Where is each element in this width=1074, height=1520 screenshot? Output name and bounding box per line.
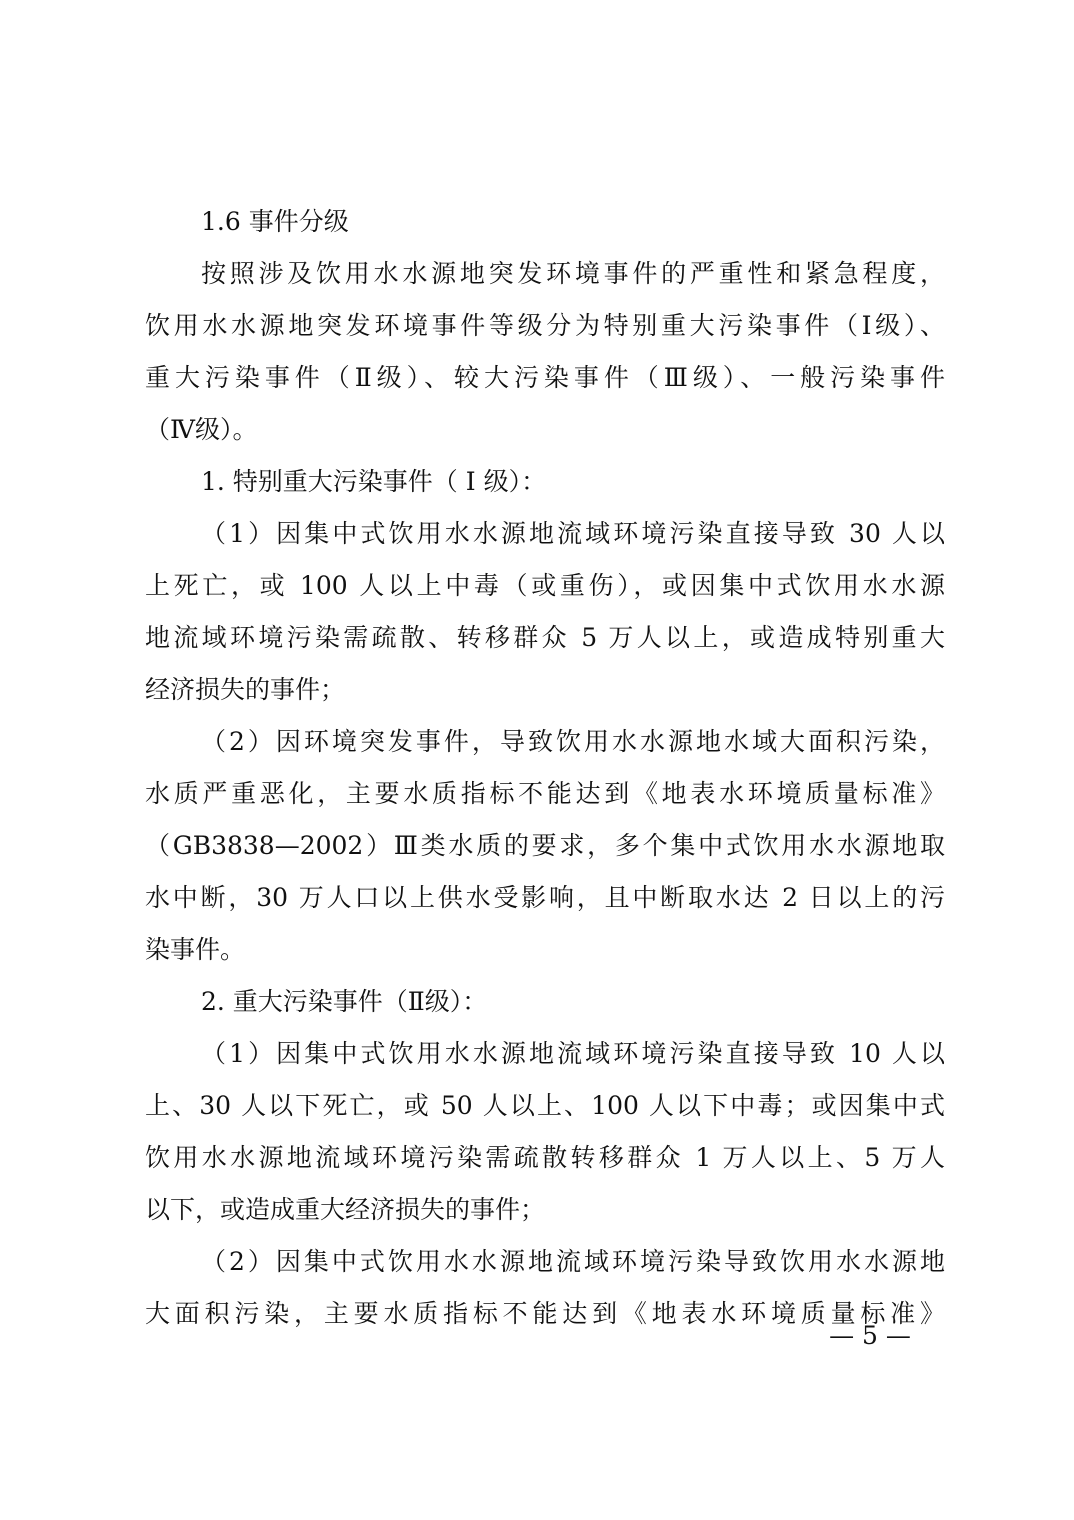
page-number: — 5 — bbox=[829, 1321, 911, 1350]
text-line: 水质严重恶化，主要水质指标不能达到《地表水环境质量标准》 bbox=[145, 779, 945, 808]
subsection-heading: 2. 重大污染事件（Ⅱ级）： bbox=[201, 987, 488, 1016]
text-line: 饮用水水源地突发环境事件等级分为特别重大污染事件（Ⅰ级）、 bbox=[145, 311, 945, 340]
text-line: 按照涉及饮用水水源地突发环境事件的严重性和紧急程度， bbox=[201, 259, 945, 288]
text-line: 上、30 人以下死亡，或 50 人以上、100 人以下中毒；或因集中式 bbox=[145, 1091, 945, 1120]
text-line: 以下，或造成重大经济损失的事件； bbox=[145, 1195, 546, 1224]
text-line: 饮用水水源地流域环境污染需疏散转移群众 1 万人以上、5 万人 bbox=[145, 1143, 945, 1172]
section-heading: 1.6 事件分级 bbox=[201, 207, 349, 236]
text-line: （2）因集中式饮用水水源地流域环境污染导致饮用水水源地 bbox=[201, 1247, 945, 1276]
subsection-heading: 1. 特别重大污染事件（ Ⅰ 级）： bbox=[201, 467, 547, 496]
text-line: 染事件。 bbox=[145, 935, 246, 964]
text-line: （1）因集中式饮用水水源地流域环境污染直接导致 10 人以 bbox=[201, 1039, 945, 1068]
text-line: 经济损失的事件； bbox=[145, 675, 346, 704]
text-line: 地流域环境污染需疏散、转移群众 5 万人以上，或造成特别重大 bbox=[145, 623, 945, 652]
text-line: 上死亡，或 100 人以上中毒（或重伤），或因集中式饮用水水源 bbox=[145, 571, 945, 600]
text-line: 重大污染事件（Ⅱ级）、较大污染事件（Ⅲ级）、一般污染事件 bbox=[145, 363, 945, 392]
text-line: （GB3838—2002）Ⅲ类水质的要求，多个集中式饮用水水源地取 bbox=[145, 831, 945, 860]
text-line: 大面积污染，主要水质指标不能达到《地表水环境质量标准》 bbox=[145, 1299, 945, 1328]
text-line: （1）因集中式饮用水水源地流域环境污染直接导致 30 人以 bbox=[201, 519, 945, 548]
text-line: （2）因环境突发事件，导致饮用水水源地水域大面积污染， bbox=[201, 727, 945, 756]
text-line: （Ⅳ级）。 bbox=[145, 415, 258, 444]
document-body bbox=[145, 196, 945, 1340]
text-line: 水中断，30 万人口以上供水受影响，且中断取水达 2 日以上的污 bbox=[145, 883, 945, 912]
